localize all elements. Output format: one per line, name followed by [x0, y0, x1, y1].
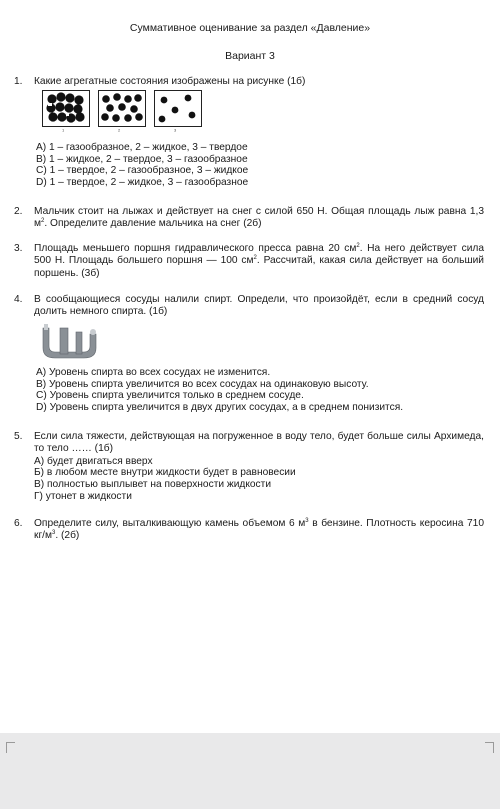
option-a: A) Уровень спирта во всех сосудах не изменится. — [36, 367, 271, 378]
figure-label-1: 1 — [62, 127, 65, 132]
question-number: 4. — [14, 294, 23, 305]
question-4-options — [14, 367, 484, 413]
option-d: D) Уровень спирта увеличится в двух других сосудах, а в среднем понизится. — [36, 401, 404, 413]
figure-label-3: 3 — [174, 127, 177, 132]
option-a: A) 1 – газообразное, 2 – жидкое, 3 – твердое — [36, 142, 248, 153]
gas-state-box — [155, 91, 202, 127]
option-c: В) полностью выплывет на поверхности жидкости — [34, 479, 272, 490]
question-5 — [14, 431, 484, 502]
question-text: Если сила тяжести, действующая на погруженное в воду тело, будет больше силы Архимеда, то тело …… (1б) — [34, 431, 484, 455]
question-number: 2. — [14, 206, 23, 217]
figure-label-2: 2 — [118, 127, 121, 132]
question-1-options — [14, 142, 484, 188]
crop-corner-top-left — [6, 742, 15, 753]
question-number: 6. — [14, 518, 23, 529]
variant-label: Вариант 3 — [225, 50, 275, 62]
question-text: Какие агрегатные состояния изображены на рисунке (1б) — [34, 76, 306, 87]
question-text: Определите силу, выталкивающую камень объемом 6 $м^3$ в бензине. Плотность керосина 710 $кг/м^3$. (2б) — [34, 518, 484, 542]
option-d: D) 1 – твердое, 2 – жидкое, 3 – газообразное — [36, 176, 249, 188]
option-c: C) Уровень спирта увеличится только в среднем сосуде. — [36, 390, 304, 402]
question-number: 5. — [14, 431, 23, 442]
crop-corner-top-right — [485, 742, 494, 753]
option-c: C) 1 – твердое, 2 – газообразное, 3 – жидкое — [36, 165, 249, 177]
question-3 — [14, 243, 484, 280]
question-number: 3. — [14, 243, 23, 254]
option-b: B) 1 – жидкое, 2 – твердое, 3 – газообразное — [36, 153, 248, 165]
option-b: Б) в любом месте внутри жидкости будет в равновесии — [34, 467, 296, 479]
question-text: В сообщающиеся сосуды налили спирт. Определи, что произойдёт, если в средний сосуд долить немного спирта. (1б) — [34, 294, 484, 318]
liquid-state-box — [99, 91, 146, 127]
question-text: Мальчик стоит на лыжах и действует на снег с силой 650 Н. Общая площадь лыж равна 1,3 $м^2$. Определите давление мальчика на снег (2б) — [34, 206, 484, 230]
option-d: Г) утонет в жидкости — [34, 490, 132, 502]
solid-state-box — [43, 91, 90, 127]
question-4 — [14, 294, 484, 319]
question-2 — [14, 206, 484, 231]
option-a: А) будет двигаться вверх — [34, 455, 153, 467]
question-number: 1. — [14, 76, 23, 87]
communicating-vessels-figure — [40, 324, 100, 360]
option-b: B) Уровень спирта увеличится во всех сосудах на одинаковую высоту. — [36, 378, 369, 390]
page-title: Суммативное оценивание за раздел «Давление» — [129, 22, 371, 34]
states-of-matter-figure — [42, 90, 202, 132]
question-text: Площадь меньшего поршня гидравлического пресса равна 20 $см^2$. На него действует сила 500 Н. Площадь большего поршня — 100 $см^2$. Рассчитай, какая сила действует на больший поршень. (3б) — [34, 243, 484, 279]
question-1 — [14, 76, 484, 88]
question-6 — [14, 518, 484, 543]
